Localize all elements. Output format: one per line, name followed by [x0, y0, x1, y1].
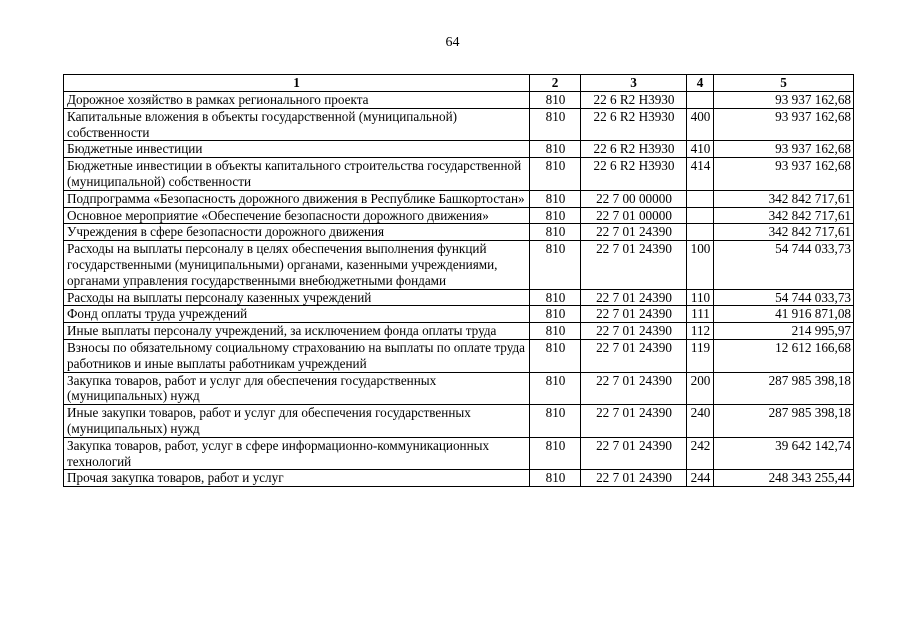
row-code: 810 — [530, 339, 581, 372]
row-name: Основное мероприятие «Обеспечение безопасности дорожного движения» — [64, 207, 530, 224]
table-row — [64, 141, 854, 158]
row-code: 810 — [530, 241, 581, 289]
row-code: 810 — [530, 207, 581, 224]
row-sum: 214 995,97 — [714, 323, 854, 340]
row-csr: 22 7 00 00000 — [581, 190, 687, 207]
row-sum: 54 744 033,73 — [714, 241, 854, 289]
row-code: 810 — [530, 306, 581, 323]
row-code: 810 — [530, 190, 581, 207]
row-sum: 342 842 717,61 — [714, 224, 854, 241]
row-vr: 200 — [687, 372, 714, 405]
row-code: 810 — [530, 92, 581, 109]
row-vr: 242 — [687, 437, 714, 470]
row-code: 810 — [530, 141, 581, 158]
row-vr: 400 — [687, 108, 714, 141]
table-row — [64, 108, 854, 141]
table-row — [64, 289, 854, 306]
row-code: 810 — [530, 437, 581, 470]
row-name: Бюджетные инвестиции в объекты капитального строительства государственной (муниципальной) собственности — [64, 158, 530, 191]
table-row — [64, 323, 854, 340]
column-header-code: 2 — [530, 75, 581, 92]
row-sum: 248 343 255,44 — [714, 470, 854, 487]
row-csr: 22 6 R2 Н3930 — [581, 158, 687, 191]
row-vr: 112 — [687, 323, 714, 340]
row-sum: 342 842 717,61 — [714, 190, 854, 207]
table-row — [64, 339, 854, 372]
row-sum: 54 744 033,73 — [714, 289, 854, 306]
row-csr: 22 7 01 00000 — [581, 207, 687, 224]
row-vr: 111 — [687, 306, 714, 323]
row-code: 810 — [530, 108, 581, 141]
row-vr: 100 — [687, 241, 714, 289]
row-code: 810 — [530, 289, 581, 306]
row-code: 810 — [530, 323, 581, 340]
table-row — [64, 372, 854, 405]
row-sum: 342 842 717,61 — [714, 207, 854, 224]
row-name: Капитальные вложения в объекты государственной (муниципальной) собственности — [64, 108, 530, 141]
table-row — [64, 470, 854, 487]
row-name: Дорожное хозяйство в рамках регионального проекта — [64, 92, 530, 109]
row-csr: 22 7 01 24390 — [581, 339, 687, 372]
row-csr: 22 6 R2 Н3930 — [581, 141, 687, 158]
row-code: 810 — [530, 158, 581, 191]
row-name: Иные закупки товаров, работ и услуг для обеспечения государственных (муниципальных) нужд — [64, 405, 530, 438]
column-header-name: 1 — [64, 75, 530, 92]
row-code: 810 — [530, 470, 581, 487]
row-csr: 22 7 01 24390 — [581, 437, 687, 470]
row-name: Фонд оплаты труда учреждений — [64, 306, 530, 323]
column-header-vr: 4 — [687, 75, 714, 92]
column-header-sum: 5 — [714, 75, 854, 92]
row-sum: 93 937 162,68 — [714, 108, 854, 141]
table-row — [64, 437, 854, 470]
row-vr — [687, 207, 714, 224]
row-sum: 93 937 162,68 — [714, 92, 854, 109]
row-csr: 22 6 R2 Н3930 — [581, 108, 687, 141]
page-number: 64 — [445, 35, 460, 50]
row-vr: 244 — [687, 470, 714, 487]
row-name: Учреждения в сфере безопасности дорожного движения — [64, 224, 530, 241]
row-csr: 22 7 01 24390 — [581, 241, 687, 289]
row-name: Расходы на выплаты персоналу в целях обеспечения выполнения функций государственными (муниципальными) органами, казенными учреждениями, органами управления государственными внебюджетными фондами — [64, 241, 530, 289]
table-row — [64, 92, 854, 109]
row-name: Закупка товаров, работ, услуг в сфере информационно-коммуникационных технологий — [64, 437, 530, 470]
row-sum: 287 985 398,18 — [714, 372, 854, 405]
row-vr — [687, 224, 714, 241]
row-csr: 22 7 01 24390 — [581, 306, 687, 323]
row-code: 810 — [530, 372, 581, 405]
budget-table — [63, 74, 854, 487]
row-name: Расходы на выплаты персоналу казенных учреждений — [64, 289, 530, 306]
row-name: Подпрограмма «Безопасность дорожного движения в Республике Башкортостан» — [64, 190, 530, 207]
row-sum: 39 642 142,74 — [714, 437, 854, 470]
row-vr — [687, 92, 714, 109]
table-row — [64, 306, 854, 323]
table-header-row — [64, 75, 854, 92]
row-code: 810 — [530, 405, 581, 438]
row-csr: 22 6 R2 Н3930 — [581, 92, 687, 109]
row-csr: 22 7 01 24390 — [581, 470, 687, 487]
row-csr: 22 7 01 24390 — [581, 323, 687, 340]
row-name: Прочая закупка товаров, работ и услуг — [64, 470, 530, 487]
table-row — [64, 241, 854, 289]
table-row — [64, 158, 854, 191]
row-vr: 414 — [687, 158, 714, 191]
table-row — [64, 190, 854, 207]
row-vr: 110 — [687, 289, 714, 306]
row-vr: 119 — [687, 339, 714, 372]
row-csr: 22 7 01 24390 — [581, 224, 687, 241]
row-sum: 93 937 162,68 — [714, 141, 854, 158]
row-vr: 410 — [687, 141, 714, 158]
row-sum: 12 612 166,68 — [714, 339, 854, 372]
row-sum: 41 916 871,08 — [714, 306, 854, 323]
table-row — [64, 224, 854, 241]
row-csr: 22 7 01 24390 — [581, 405, 687, 438]
row-name: Иные выплаты персоналу учреждений, за исключением фонда оплаты труда — [64, 323, 530, 340]
row-name: Закупка товаров, работ и услуг для обеспечения государственных (муниципальных) нужд — [64, 372, 530, 405]
row-sum: 287 985 398,18 — [714, 405, 854, 438]
column-header-csr: 3 — [581, 75, 687, 92]
row-vr — [687, 190, 714, 207]
row-name: Бюджетные инвестиции — [64, 141, 530, 158]
row-vr: 240 — [687, 405, 714, 438]
row-csr: 22 7 01 24390 — [581, 372, 687, 405]
row-code: 810 — [530, 224, 581, 241]
row-sum: 93 937 162,68 — [714, 158, 854, 191]
row-csr: 22 7 01 24390 — [581, 289, 687, 306]
table-row — [64, 405, 854, 438]
table-row — [64, 207, 854, 224]
row-name: Взносы по обязательному социальному страхованию на выплаты по оплате труда работников и иные выплаты работникам учреждений — [64, 339, 530, 372]
